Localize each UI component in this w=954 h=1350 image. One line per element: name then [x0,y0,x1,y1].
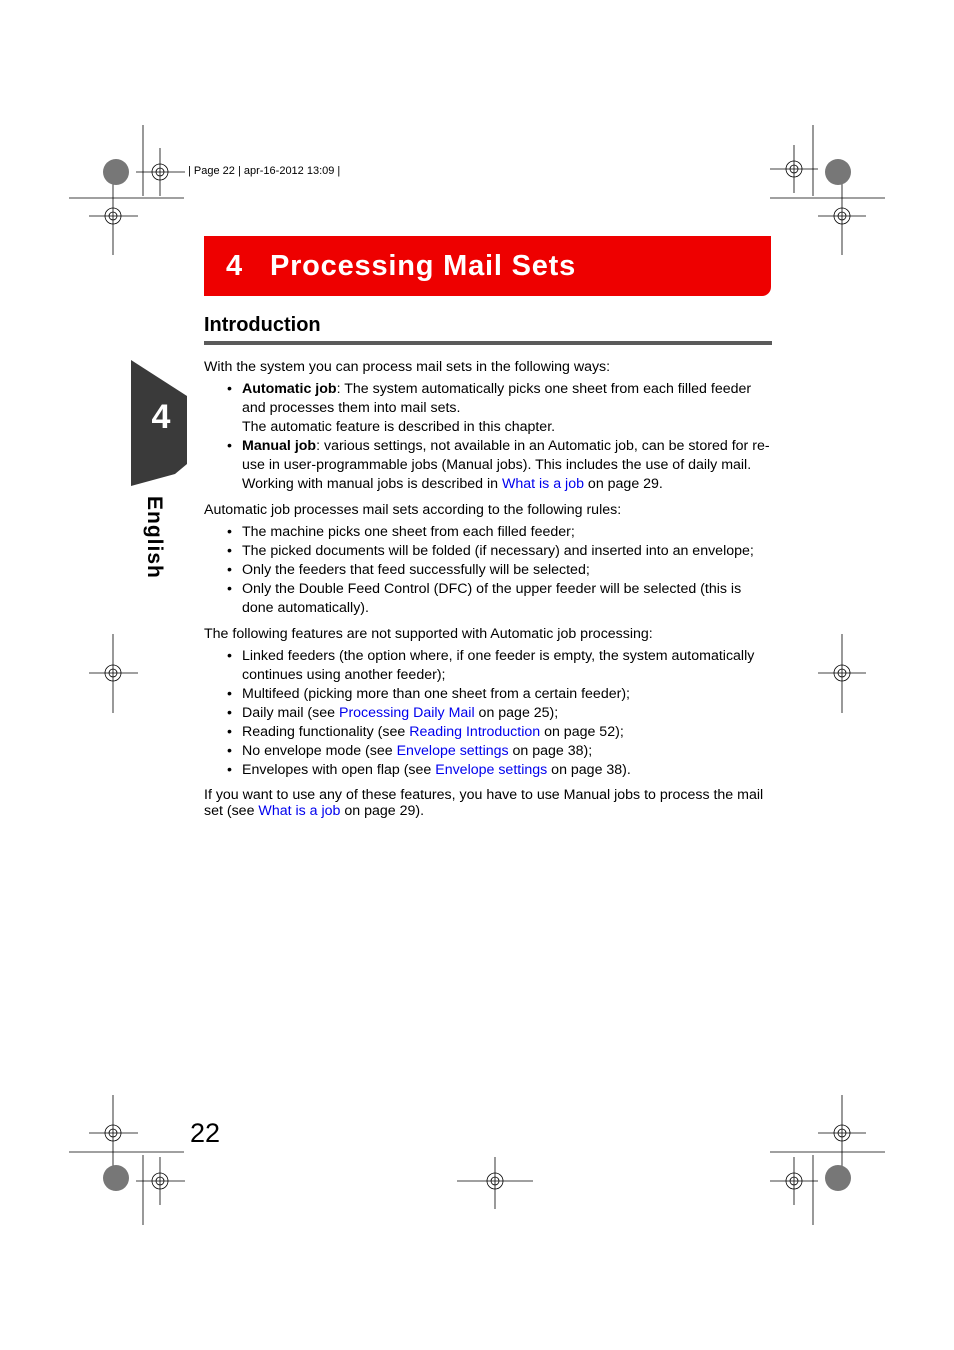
chapter-banner [204,236,771,296]
closing-paragraph: If you want to use any of these features, you have to use Manual jobs to process the mail set (see What is a job on page 29). [204,787,764,819]
unsupported-list [204,647,774,780]
rules-block [204,501,774,618]
section-heading: Introduction [204,313,772,345]
list-item: • The picked documents will be folded (if necessary) and inserted into an envelope; [204,542,774,561]
list-item: • Automatic job: The system automatically picks one sheet from each filled feeder and processes them into mail sets. The automatic feature is described in this chapter. [204,380,774,437]
term: Automatic job [242,381,337,397]
modes-block [204,358,774,494]
print-header: | Page 22 | apr-16-2012 13:09 | [188,165,341,177]
term: Manual job [242,438,317,454]
list-item: • Multifeed (picking more than one sheet from a certain feeder); [204,685,774,704]
link-processing-daily-mail[interactable]: Processing Daily Mail [338,705,475,721]
list-item: • Daily mail (see Processing Daily Mail on page 25); [204,704,774,723]
list-item: • Only the feeders that feed successfully will be selected; [204,561,774,580]
link-envelope-settings[interactable]: Envelope settings [435,762,548,778]
unsupported-intro: The following features are not supported with Automatic job processing: [204,626,653,642]
list-item: • Linked feeders (the option where, if one feeder is empty, the system automatically continues using another feeder); [204,647,774,685]
list-item: • No envelope mode (see Envelope settings on page 38); [204,742,774,761]
list-item: • Manual job: various settings, not available in an Automatic job, can be stored for re-use in user-programmable jobs (Manual jobs). This includes the use of daily mail. Working with manual jobs is described in What is a job on page 29. [204,437,774,494]
list-item: • Reading functionality (see Reading Introduction on page 52); [204,723,774,742]
body-text [204,358,774,819]
page-number: 22 [190,1118,221,1148]
modes-list [204,380,774,494]
chapter-number: 4 [226,249,243,282]
rules-intro: Automatic job processes mail sets according to the following rules: [204,502,622,518]
chapter-title: Processing Mail Sets [269,249,577,282]
rules-list [204,523,774,618]
side-tab-number: 4 [151,398,171,436]
list-item: • Envelopes with open flap (see Envelope settings on page 38). [204,761,774,780]
link-envelope-settings[interactable]: Envelope settings [396,743,509,759]
link-what-is-a-job[interactable]: What is a job [501,476,584,492]
link-reading-introduction[interactable]: Reading Introduction [409,724,541,740]
intro-paragraph: With the system you can process mail sets in the following ways: [204,359,611,375]
list-item: • Only the Double Feed Control (DFC) of the upper feeder will be selected (this is done automatically). [204,580,774,618]
list-item: • The machine picks one sheet from each filled feeder; [204,523,774,542]
language-label: English [143,496,166,579]
unsupported-block [204,625,774,780]
link-what-is-a-job[interactable]: What is a job [258,803,341,819]
